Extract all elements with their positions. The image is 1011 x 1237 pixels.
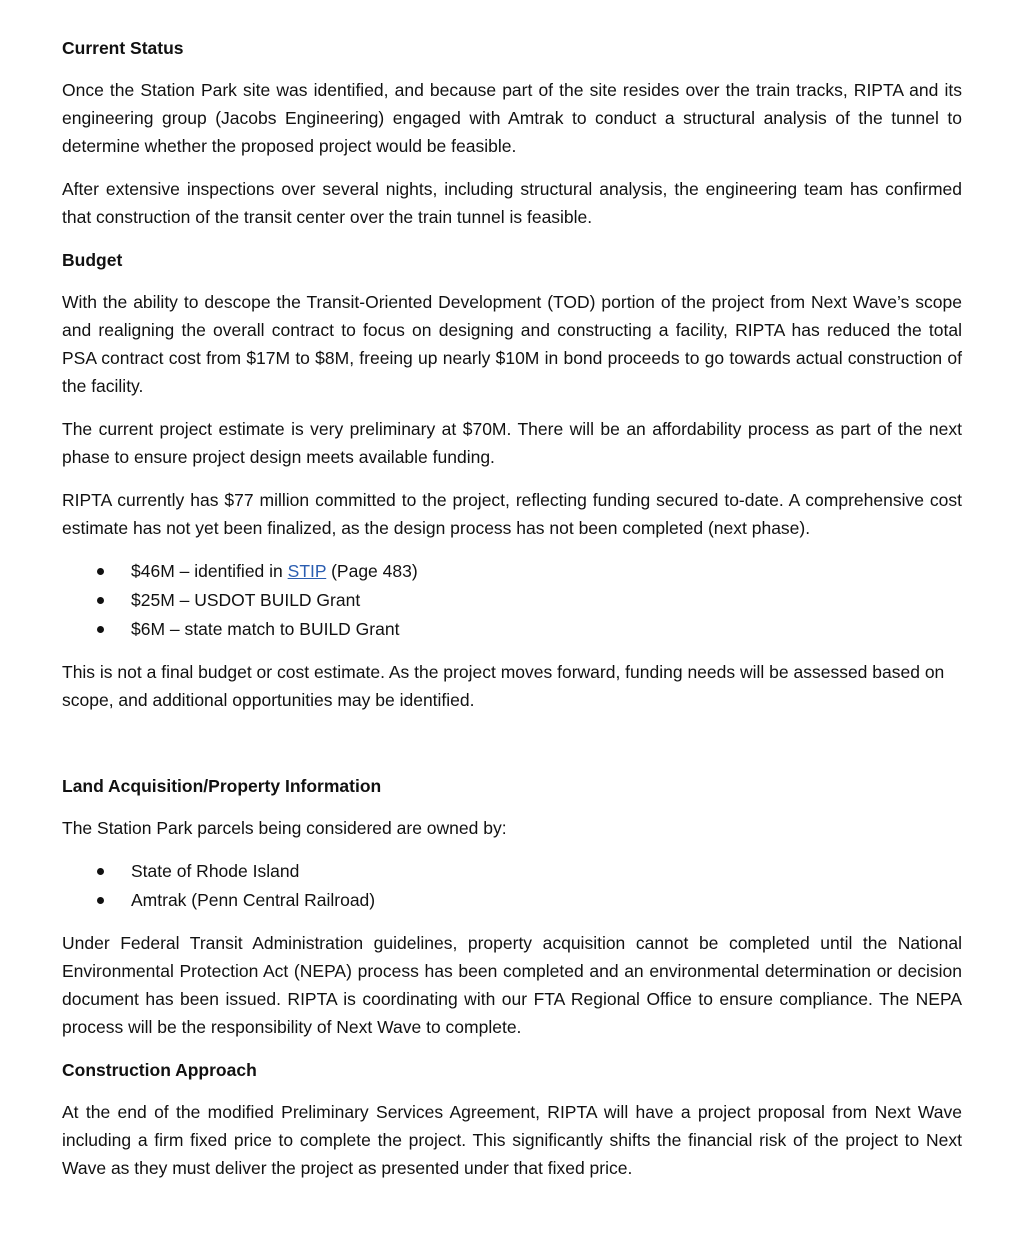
budget-paragraph-1: With the ability to descope the Transit-Oriented Development (TOD) portion of the project from Next Wave’s scope and realigning the overall contract to focus on designing and constructing a facility, RIPTA has reduced the total PSA contract cost from $17M to $8M, freeing up nearly $10M in bond proceeds to go towards actual construction of the facility. — [62, 292, 962, 396]
funding-item-build-grant: $25M – USDOT BUILD Grant — [131, 590, 361, 610]
list-item — [62, 615, 962, 644]
budget-heading: Budget — [62, 250, 123, 270]
construction-paragraph-1: At the end of the modified Preliminary Services Agreement, RIPTA will have a project proposal from Next Wave including a firm fixed price to complete the project. This significantly shifts the financial risk of the project to Next Wave as they must deliver the project as presented under that fixed price. — [62, 1102, 962, 1178]
list-item — [62, 857, 962, 886]
funding-list — [62, 557, 962, 644]
document-page — [62, 34, 962, 1197]
current-status-heading: Current Status — [62, 38, 184, 58]
list-item — [62, 886, 962, 915]
bullet-icon — [97, 626, 104, 633]
owner-amtrak: Amtrak (Penn Central Railroad) — [131, 890, 376, 910]
bullet-icon — [97, 868, 104, 875]
funding-item-state-match: $6M – state match to BUILD Grant — [131, 619, 400, 639]
budget-paragraph-3: RIPTA currently has $77 million committed to the project, reflecting funding secured to-date. A comprehensive cost estimate has not yet been finalized, as the design process has not been completed (next phase). — [62, 490, 962, 538]
stip-link[interactable]: STIP — [287, 561, 327, 581]
bullet-icon — [97, 597, 104, 604]
list-item — [62, 557, 962, 586]
current-status-paragraph-1: Once the Station Park site was identified, and because part of the site resides over the train tracks, RIPTA and its engineering group (Jacobs Engineering) engaged with Amtrak to conduct a structural analysis of the tunnel to determine whether the proposed project would be feasible. — [62, 80, 962, 156]
list-item — [62, 586, 962, 615]
owner-state-of-rhode-island: State of Rhode Island — [131, 861, 300, 881]
funding-item-stip-suffix: (Page 483) — [326, 561, 418, 581]
owners-list — [62, 857, 962, 915]
construction-approach-heading: Construction Approach — [62, 1060, 257, 1080]
bullet-icon — [97, 897, 104, 904]
current-status-paragraph-2: After extensive inspections over several nights, including structural analysis, the engineering team has confirmed that construction of the transit center over the train tunnel is feasible. — [62, 179, 962, 227]
bullet-icon — [97, 568, 104, 575]
budget-paragraph-4: This is not a final budget or cost estimate. As the project moves forward, funding needs will be assessed based on scope, and additional opportunities may be identified. — [62, 662, 945, 710]
land-paragraph-2: Under Federal Transit Administration guidelines, property acquisition cannot be completed until the National Environmental Protection Act (NEPA) process has been completed and an environmental determination or decision document has been issued. RIPTA is coordinating with our FTA Regional Office to ensure compliance. The NEPA process will be the responsibility of Next Wave to complete. — [62, 933, 962, 1037]
land-paragraph-1: The Station Park parcels being considered are owned by: — [62, 818, 507, 838]
funding-item-stip-prefix: $46M – identified in — [131, 561, 288, 581]
section-spacer — [62, 729, 962, 772]
land-acquisition-heading: Land Acquisition/Property Information — [62, 776, 382, 796]
budget-paragraph-2: The current project estimate is very preliminary at $70M. There will be an affordability process as part of the next phase to ensure project design meets available funding. — [62, 419, 962, 467]
